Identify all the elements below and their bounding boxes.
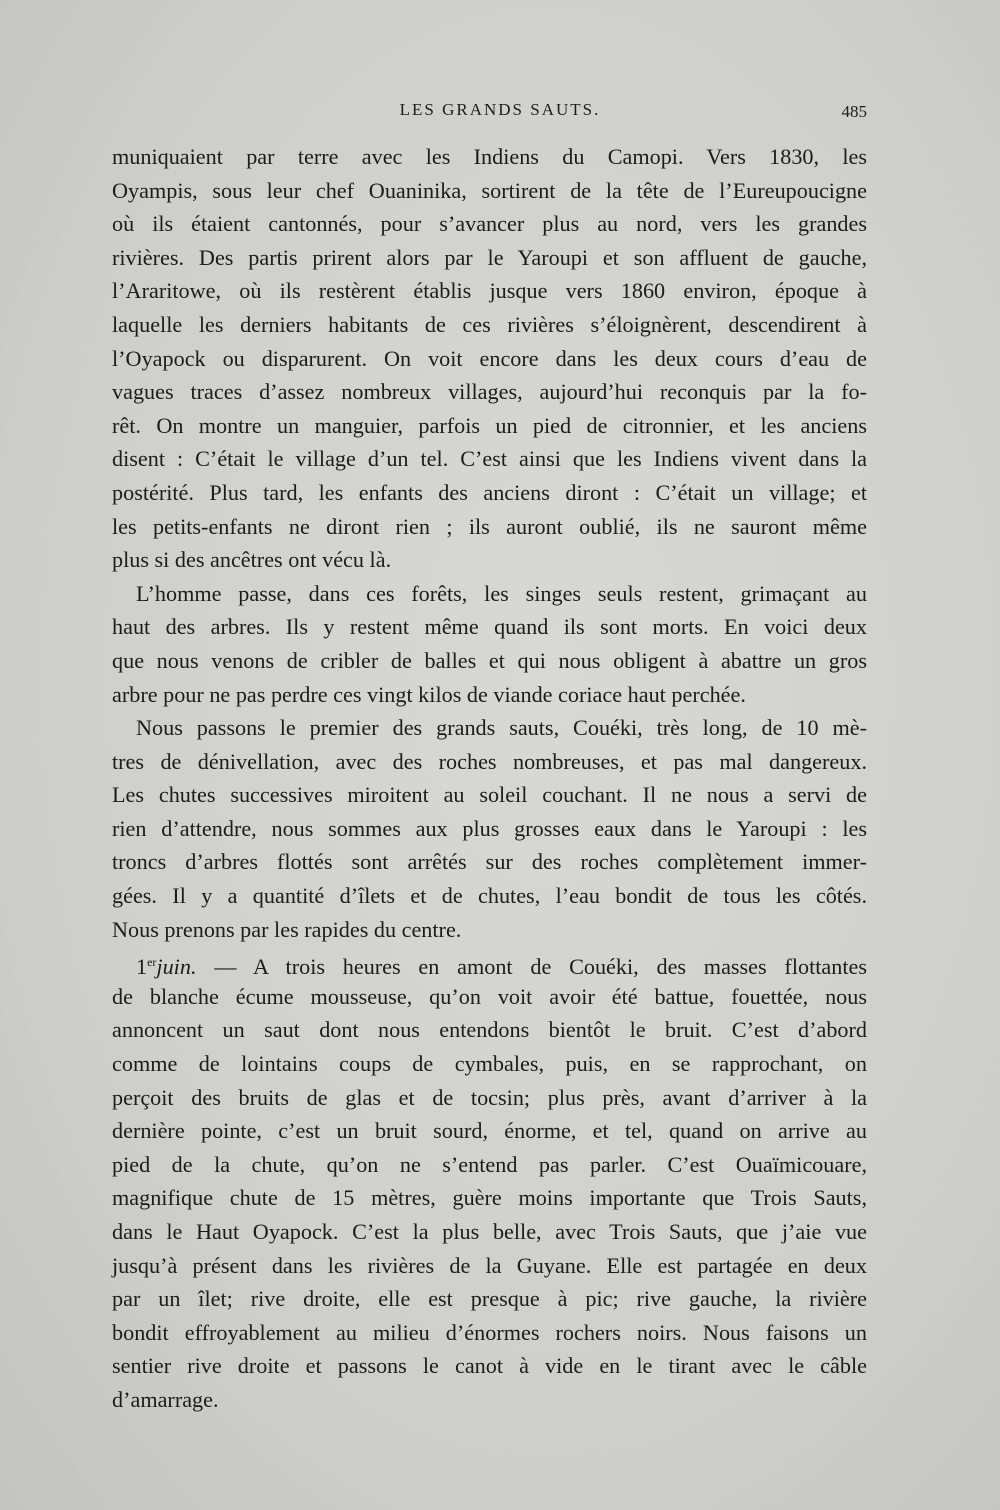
text-line: Nous passons le premier des grands sauts, Couéki, très long, de 10 mè- <box>136 715 867 741</box>
date-line-rest: — A trois heures en amont de Couéki, des masses flottantes <box>196 954 867 980</box>
paragraph-3 <box>112 711 867 946</box>
text-line: arbre pour ne pas perdre ces vingt kilos de viande coriace haut perchée. <box>112 681 746 707</box>
text-line: disent : C’était le village d’un tel. C’est ainsi que les Indiens vivent dans la <box>112 446 867 472</box>
text-line: rêt. On montre un manguier, parfois un pied de citronnier, et les anciens <box>112 412 867 438</box>
date-ordinal: er <box>147 955 157 970</box>
running-head <box>0 100 1000 130</box>
text-line: jusqu’à présent dans les rivières de la Guyane. Elle est partagée en deux <box>112 1252 867 1278</box>
date-day: 1 <box>136 954 148 980</box>
date-month: juin. <box>156 954 197 980</box>
page-number: 485 <box>841 102 867 121</box>
text-line: rivières. Des partis prirent alors par le Yaroupi et son affluent de gauche, <box>112 244 867 270</box>
text-line: magnifique chute de 15 mètres, guère moins importante que Trois Sauts, <box>112 1185 867 1211</box>
text-line: l’Oyapock ou disparurent. On voit encore dans les deux cours d’eau de <box>112 345 867 371</box>
text-line: pied de la chute, qu’on ne s’entend pas parler. C’est Ouaïmicouare, <box>112 1151 867 1177</box>
text-line: sentier rive droite et passons le canot à vide en le tirant avec le câble <box>112 1353 867 1379</box>
text-line: Les chutes successives miroitent au soleil couchant. Il ne nous a servi de <box>112 782 867 808</box>
text-line: haut des arbres. Ils y restent même quand ils sont morts. En voici deux <box>112 614 867 640</box>
text-line: annoncent un saut dont nous entendons bientôt le bruit. C’est d’abord <box>112 1017 867 1043</box>
text-line: où ils étaient cantonnés, pour s’avancer plus au nord, vers les grandes <box>112 211 867 237</box>
paragraph-4 <box>112 946 867 1416</box>
text-line: postérité. Plus tard, les enfants des anciens diront : C’était un village; et <box>112 479 867 505</box>
text-line: que nous venons de cribler de balles et qui nous obligent à abattre un gros <box>112 647 867 673</box>
text-line: dans le Haut Oyapock. C’est la plus belle, avec Trois Sauts, que j’aie vue <box>112 1219 867 1244</box>
text-line: plus si des ancêtres ont vécu là. <box>112 547 392 573</box>
text-line: laquelle les derniers habitants de ces rivières s’éloignèrent, descendirent à <box>112 311 867 337</box>
text-line: l’Araritowe, où ils restèrent établis jusque vers 1860 environ, époque à <box>112 278 867 304</box>
text-line: tres de dénivellation, avec des roches nombreuses, et pas mal dangereux. <box>112 748 867 774</box>
text-line: comme de lointains coups de cymbales, puis, en se rapprochant, on <box>112 1051 867 1077</box>
text-line: perçoit des bruits de glas et de tocsin; plus près, avant d’arriver à la <box>112 1084 867 1110</box>
text-line: bondit effroyablement au milieu d’énormes rochers noirs. Nous faisons un <box>112 1319 867 1345</box>
paragraph-2 <box>112 577 867 711</box>
text-line: troncs d’arbres flottés sont arrêtés sur des roches complètement immer- <box>112 849 867 875</box>
text-line: d’amarrage. <box>112 1386 219 1412</box>
text-line: L’homme passe, dans ces forêts, les singes seuls restent, grimaçant au <box>136 580 867 606</box>
text-line: Nous prenons par les rapides du centre. <box>112 916 462 942</box>
text-line <box>112 946 867 980</box>
text-line: dernière pointe, c’est un bruit sourd, énorme, et tel, quand on arrive au <box>112 1118 867 1144</box>
paragraph-1 <box>112 140 867 577</box>
body-text <box>112 140 867 1417</box>
running-title: LES GRANDS SAUTS. <box>399 100 601 119</box>
text-line: les petits-enfants ne diront rien ; ils auront oublié, ils ne sauront même <box>112 513 867 539</box>
text-line: de blanche écume mousseuse, qu’on voit avoir été battue, fouettée, nous <box>112 983 867 1009</box>
text-line: muniquaient par terre avec les Indiens du Camopi. Vers 1830, les <box>112 144 867 169</box>
text-line: Oyampis, sous leur chef Ouaninika, sortirent de la tête de l’Eureupoucigne <box>112 177 867 203</box>
text-line: vagues traces d’assez nombreux villages, aujourd’hui reconquis par la fo- <box>112 379 867 405</box>
text-line: rien d’attendre, nous sommes aux plus grosses eaux dans le Yaroupi : les <box>112 815 867 841</box>
text-line: par un îlet; rive droite, elle est presque à pic; rive gauche, la rivière <box>112 1286 867 1312</box>
text-line: gées. Il y a quantité d’îlets et de chutes, l’eau bondit de tous les côtés. <box>112 883 867 909</box>
